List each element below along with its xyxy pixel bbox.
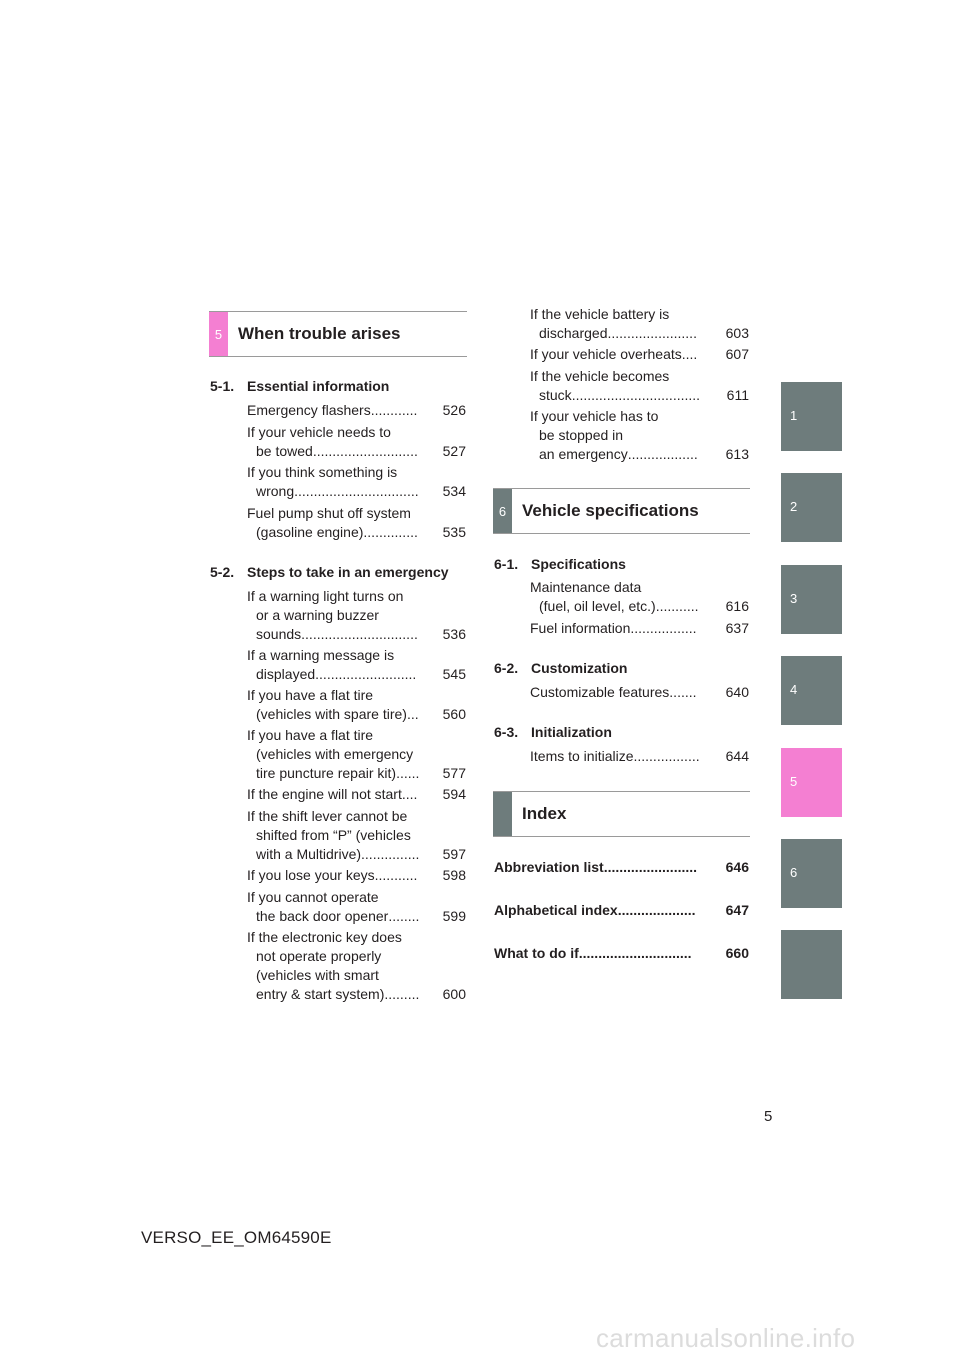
entry-text: stuck <box>539 387 572 403</box>
section-title-6: Vehicle specifications <box>522 501 699 520</box>
entry-text: Items to initialize <box>530 748 634 764</box>
entry-page: 644 <box>725 748 749 764</box>
entry-text: (vehicles with smart <box>256 967 379 983</box>
toc-entry[interactable]: If you have a flat tire (vehicles with emergency tire puncture repair kit)...... 577 <box>247 727 466 781</box>
entry-text: be towed <box>256 443 313 459</box>
entry-text: Emergency flashers <box>247 402 371 418</box>
entry-text: an emergency <box>539 446 628 462</box>
toc-entry[interactable]: If a warning message is displayed.......................... 545 <box>247 647 466 682</box>
toc-entry[interactable]: If you have a flat tire (vehicles with spare tire)... 560 <box>247 687 466 722</box>
toc-entry[interactable]: If the shift lever cannot be shifted from “P” (vehicles with a Multidrive)............... 597 <box>247 808 466 862</box>
group-number: 5-1. <box>210 378 235 394</box>
toc-entry[interactable]: If your vehicle has to be stopped in an emergency.................. 613 <box>530 408 749 462</box>
entry-page: 535 <box>442 524 466 540</box>
chapter-tab-label: 1 <box>790 408 798 423</box>
entry-page: 594 <box>442 786 466 802</box>
toc-entry[interactable]: If you lose your keys........... 598 <box>247 867 466 883</box>
entry-text: Maintenance data <box>530 579 642 595</box>
entry-text: or a warning buzzer <box>256 607 379 623</box>
toc-entry[interactable]: Emergency flashers............ 526 <box>247 402 466 418</box>
toc-entry[interactable]: Customizable features....... 640 <box>530 684 749 700</box>
document-code: VERSO_EE_OM64590E <box>141 1228 332 1247</box>
toc-entry[interactable]: Maintenance data (fuel, oil level, etc.)........... 616 <box>530 579 749 614</box>
entry-text: If you have a flat tire <box>247 687 374 703</box>
entry-text: If the shift lever cannot be <box>247 808 408 824</box>
page-number: 5 <box>764 1108 773 1125</box>
chapter-tab-label: 6 <box>790 865 798 880</box>
group-title-6-3 <box>494 724 612 740</box>
entry-page: 647 <box>725 902 749 918</box>
group-title-6-2 <box>494 660 627 676</box>
toc-entry[interactable]: If the engine will not start.... 594 <box>247 786 466 802</box>
toc-entry[interactable]: Fuel pump shut off system (gasoline engine).............. 535 <box>247 505 466 540</box>
toc-entry[interactable]: What to do if............................. 660 <box>494 945 749 961</box>
toc-entry[interactable]: If a warning light turns on or a warning buzzer sounds.............................. 536 <box>247 588 466 642</box>
entry-page: 640 <box>725 684 749 700</box>
entry-page: 597 <box>442 846 466 862</box>
group-title-5-1 <box>210 378 389 394</box>
entry-page: 534 <box>442 483 466 499</box>
entry-text: If the vehicle battery is <box>530 306 670 322</box>
entry-text: the back door opener <box>256 908 389 924</box>
section-header-6 <box>493 488 750 534</box>
section-tab-6: 6 <box>493 489 512 533</box>
section-title-5: When trouble arises <box>238 324 401 343</box>
group-title-6-1 <box>494 556 626 572</box>
entry-text: with a Multidrive) <box>256 846 362 862</box>
toc-entry[interactable]: If you think something is wrong................................ 534 <box>247 464 466 499</box>
entry-text: Fuel pump shut off system <box>247 505 411 521</box>
entry-text: (vehicles with spare tire) <box>256 706 407 722</box>
toc-entry[interactable]: Fuel information................. 637 <box>530 620 749 636</box>
entry-text: Customizable features <box>530 684 670 700</box>
group-number: 6-1. <box>494 556 519 572</box>
entry-text: entry & start system) <box>256 986 385 1002</box>
chapter-tab-label: 2 <box>790 499 798 514</box>
entry-text: wrong <box>256 483 295 499</box>
entry-text: If your vehicle has to <box>530 408 659 424</box>
entry-text: tire puncture repair kit) <box>256 765 397 781</box>
chapter-tab-3[interactable] <box>781 565 842 634</box>
entry-page: 613 <box>725 446 749 462</box>
chapter-tab-index[interactable] <box>781 930 842 999</box>
chapter-tab-2[interactable] <box>781 473 842 542</box>
entry-page: 646 <box>725 859 749 875</box>
entry-page: 637 <box>725 620 749 636</box>
entry-page: 577 <box>442 765 466 781</box>
entry-text: shifted from “P” (vehicles <box>256 827 411 843</box>
toc-entry[interactable]: If your vehicle overheats.... 607 <box>530 346 749 362</box>
entry-text: If you cannot operate <box>247 889 379 905</box>
chapter-tab-1[interactable] <box>781 382 842 451</box>
entry-text: What to do if... <box>494 945 591 961</box>
entry-text: If you think something is <box>247 464 398 480</box>
toc-entry[interactable]: If you cannot operate the back door opener........ 599 <box>247 889 466 924</box>
entry-page: 560 <box>442 706 466 722</box>
toc-entry[interactable]: Abbreviation list........................ 646 <box>494 859 749 875</box>
entry-text: If your vehicle overheats <box>530 346 682 362</box>
chapter-tab-label: 3 <box>790 591 798 606</box>
entry-page: 616 <box>725 598 749 614</box>
group-title-5-2 <box>210 564 449 580</box>
entry-text: Alphabetical index <box>494 902 618 918</box>
group-number: 6-3. <box>494 724 519 740</box>
entry-text: If you have a flat tire <box>247 727 374 743</box>
entry-page: 611 <box>726 387 749 403</box>
toc-entry[interactable]: If the electronic key does not operate properly (vehicles with smart entry & start system)......... 600 <box>247 929 466 1002</box>
entry-text: displayed <box>256 666 316 682</box>
group-label: Customization <box>531 660 628 676</box>
entry-text: If a warning light turns on <box>247 588 404 604</box>
section-title-index: Index <box>522 804 567 823</box>
toc-entry[interactable]: If the vehicle battery is discharged....................... 603 <box>530 306 749 341</box>
entry-text: sounds... <box>256 626 313 642</box>
toc-entry[interactable]: If the vehicle becomes stuck................................. 611 <box>530 368 749 403</box>
entry-page: 527 <box>442 443 466 459</box>
chapter-tab-label: 5 <box>790 774 798 789</box>
group-label: Specifications <box>531 556 626 572</box>
section-tab-index <box>493 792 512 836</box>
section-tab-5: 5 <box>209 312 228 356</box>
entry-text: If your vehicle needs to <box>247 424 391 440</box>
entry-text: (vehicles with emergency <box>256 746 414 762</box>
entry-page: 607 <box>725 346 749 362</box>
entry-text: not operate properly <box>256 948 382 964</box>
chapter-tab-4[interactable] <box>781 656 842 725</box>
chapter-tab-6[interactable] <box>781 839 842 908</box>
entry-text: discharged <box>539 325 608 341</box>
entry-page: 536 <box>442 626 466 642</box>
entry-text: (gasoline engine) <box>256 524 364 540</box>
watermark: carmanualsonline.info <box>596 1323 856 1353</box>
entry-text: If the engine will not start <box>247 786 402 802</box>
entry-page: 545 <box>442 666 466 682</box>
group-label: Steps to take in an emergency <box>247 564 449 580</box>
entry-page: 600 <box>442 986 466 1002</box>
entry-text: Fuel information <box>530 620 631 636</box>
entry-text: (fuel, oil level, etc.) <box>539 598 656 614</box>
toc-entry[interactable]: If your vehicle needs to be towed........................... 527 <box>247 424 466 459</box>
entry-text: If the vehicle becomes <box>530 368 670 384</box>
group-number: 5-2. <box>210 564 235 580</box>
entry-text: If you lose your keys <box>247 867 375 883</box>
group-number: 6-2. <box>494 660 519 676</box>
group-label: Essential information <box>247 378 390 394</box>
toc-entry[interactable]: Items to initialize................. 644 <box>530 748 749 764</box>
group-label: Initialization <box>531 724 612 740</box>
toc-entry[interactable]: Alphabetical index.................... 647 <box>494 902 749 918</box>
section-header-index <box>493 791 750 837</box>
chapter-tab-label: 4 <box>790 682 798 697</box>
entry-page: 603 <box>725 325 749 341</box>
entry-page: 599 <box>442 908 466 924</box>
entry-text: If a warning message is <box>247 647 395 663</box>
entry-text: If the electronic key does <box>247 929 402 945</box>
entry-text: Abbreviation list <box>494 859 604 875</box>
chapter-tab-5[interactable] <box>781 748 842 817</box>
entry-page: 598 <box>442 867 466 883</box>
entry-page: 526 <box>442 402 466 418</box>
entry-text: be stopped in <box>539 427 624 443</box>
section-header-5 <box>209 311 467 357</box>
entry-page: 660 <box>725 945 749 961</box>
